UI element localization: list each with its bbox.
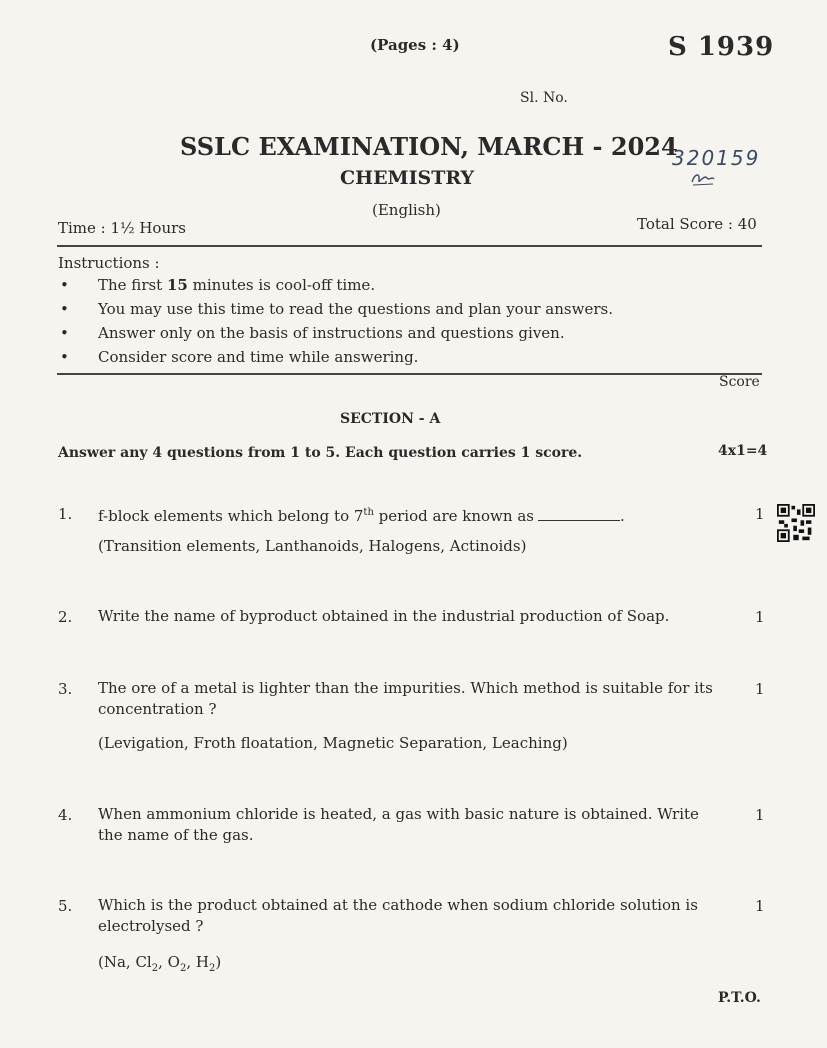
time-allowed: Time : 1½ Hours (58, 219, 186, 237)
instruction-text: minutes is cool-off time. (187, 276, 376, 294)
instruction-text: The first (98, 276, 167, 294)
question-number: 2. (58, 608, 73, 626)
page-turn-over: P.T.O. (718, 990, 761, 1006)
paper-code: S 1939 (668, 32, 775, 62)
question-text-part: . (619, 507, 625, 525)
option-text: , H (186, 953, 209, 971)
option-text: ) (215, 953, 222, 971)
instruction-item: • Consider score and time while answering. (58, 348, 613, 372)
instruction-item: • Answer only on the basis of instructions and questions given. (58, 324, 613, 348)
qr-code (777, 504, 815, 542)
question-text: Write the name of byproduct obtained in the industrial production of Soap. (98, 607, 670, 625)
section-directive: Answer any 4 questions from 1 to 5. Each question carries 1 score. (58, 445, 583, 461)
invigilator-signature (690, 170, 716, 188)
question-number: 1. (58, 505, 73, 523)
question-options (98, 953, 221, 974)
question-mark: 1 (755, 897, 765, 915)
question-text-part: f-block elements which belong to 7 (98, 507, 364, 525)
question-number: 4. (58, 806, 73, 824)
instructions-list (58, 276, 613, 372)
subscript: 2 (208, 963, 216, 974)
header-divider (57, 245, 762, 247)
option-text: (Na, Cl (98, 953, 152, 971)
question-options: (Levigation, Froth floatation, Magnetic Separation, Leaching) (98, 734, 568, 752)
question-text: The ore of a metal is lighter than the impurities. Which method is suitable for its concentration ? (98, 679, 713, 718)
instruction-item (58, 276, 613, 300)
question-mark: 1 (755, 608, 765, 626)
serial-number-handwritten: 320159 (672, 146, 761, 170)
exam-title: SSLC EXAMINATION, MARCH - 2024 (180, 132, 678, 161)
section-title: SECTION - A (340, 411, 441, 427)
question-number: 3. (58, 680, 73, 698)
question-text (98, 502, 728, 527)
total-score: Total Score : 40 (637, 215, 757, 233)
question-mark: 1 (755, 680, 765, 698)
page-count: (Pages : 4) (370, 36, 460, 54)
question-text: Which is the product obtained at the cathode when sodium chloride solution is electrolysed ? (98, 896, 698, 935)
instructions-divider (57, 373, 762, 375)
subscript: 2 (179, 963, 187, 974)
subscript: 2 (151, 963, 159, 974)
question-text: When ammonium chloride is heated, a gas with basic nature is obtained. Write the name of the gas. (98, 805, 699, 844)
question-mark: 1 (755, 806, 765, 824)
subject-name: CHEMISTRY (340, 167, 475, 189)
answer-blank (538, 508, 620, 521)
option-text: , O (158, 953, 180, 971)
question-mark: 1 (755, 505, 765, 523)
superscript: th (363, 507, 374, 518)
serial-number-label: Sl. No. (520, 90, 568, 106)
instruction-item: • You may use this time to read the questions and plan your answers. (58, 300, 613, 324)
instruction-minutes: 15 (166, 276, 188, 294)
language-label: (English) (372, 201, 441, 219)
question-text-part: period are known as (373, 507, 534, 525)
question-number: 5. (58, 897, 73, 915)
instructions-heading: Instructions : (58, 254, 160, 272)
score-column-label: Score (719, 374, 760, 390)
section-marks: 4x1=4 (718, 443, 768, 459)
question-options: (Transition elements, Lanthanoids, Halogens, Actinoids) (98, 537, 527, 555)
